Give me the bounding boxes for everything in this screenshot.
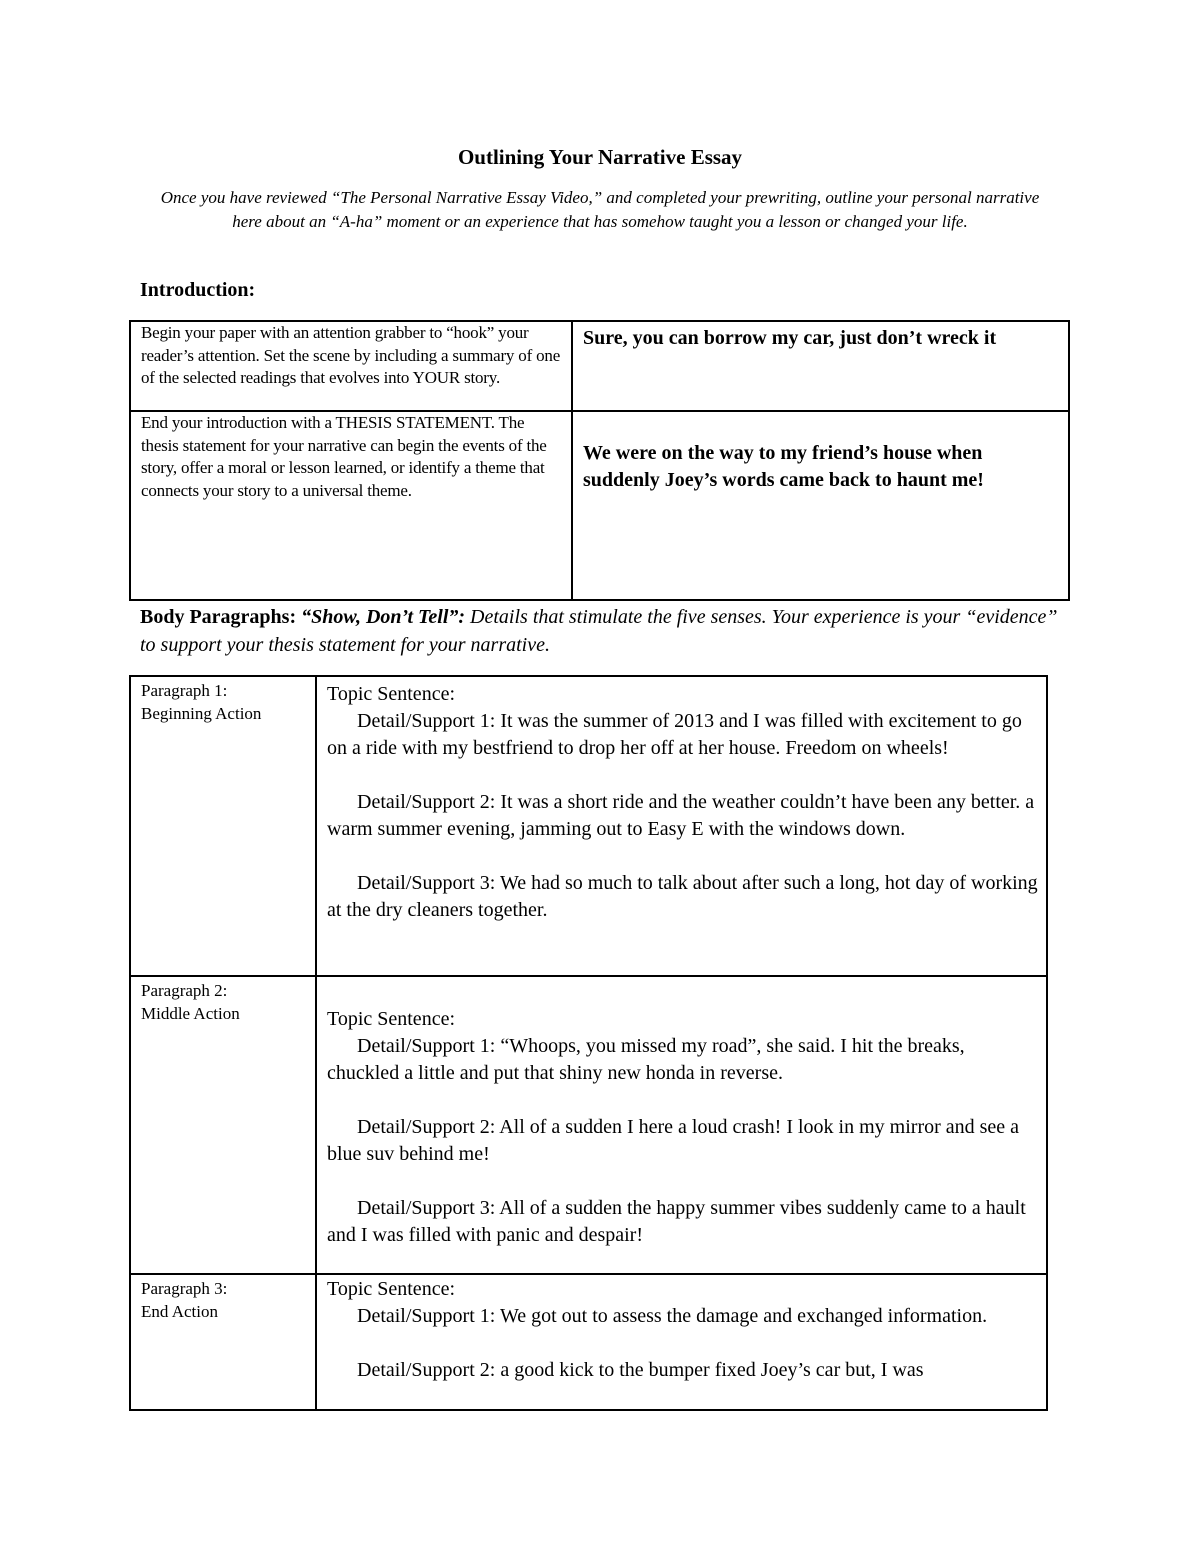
- paragraph-label: [131, 1275, 317, 1409]
- paragraph-label: [131, 677, 317, 975]
- body-paragraphs-table: [129, 675, 1048, 1411]
- body-heading-label: Body Paragraphs:: [140, 606, 297, 628]
- topic-sentence: Topic Sentence:: [327, 1008, 455, 1030]
- thesis-answer[interactable]: We were on the way to my friend’s house when suddenly Joey’s words came back to haunt me!: [583, 442, 984, 491]
- topic-sentence: Topic Sentence:: [327, 1278, 455, 1300]
- detail-support-1: Detail/Support 1: It was the summer of 2013 and I was filled with excitement to go on a ride with my bestfriend to drop her off at her house. Freedom on wheels!: [327, 710, 1022, 759]
- introduction-heading: Introduction:: [140, 279, 256, 301]
- hook-prompt: Begin your paper with an attention grabber to “hook” your reader’s attention. Set the scene by including a summary of one of the selected readings that evolves into YOUR story.: [131, 322, 573, 410]
- paragraph-content[interactable]: [317, 1275, 1046, 1409]
- detail-support-2: Detail/Support 2: All of a sudden I here a loud crash! I look in my mirror and see a blue suv behind me!: [327, 1116, 1020, 1165]
- body-paragraphs-heading: [140, 603, 1060, 659]
- introduction-table: [129, 320, 1070, 601]
- paragraph-stage: End Action: [141, 1302, 218, 1321]
- paragraph-stage: Middle Action: [141, 1004, 240, 1023]
- paragraph-content[interactable]: [317, 977, 1046, 1273]
- paragraph-row-3: [131, 1275, 1046, 1409]
- body-heading-quote: “Show, Don’t Tell”:: [301, 606, 466, 628]
- page-title: Outlining Your Narrative Essay: [457, 145, 743, 169]
- detail-support-2: Detail/Support 2: a good kick to the bumper fixed Joey’s car but, I was: [357, 1359, 924, 1381]
- paragraph-number: Paragraph 1:: [141, 681, 228, 700]
- detail-support-1: Detail/Support 1: We got out to assess the damage and exchanged information.: [357, 1305, 988, 1327]
- paragraph-stage: Beginning Action: [141, 704, 262, 723]
- intro-row-thesis: [131, 412, 1068, 599]
- detail-support-3: Detail/Support 3: All of a sudden the happy summer vibes suddenly came to a hault and I was filled with panic and despair!: [327, 1197, 1026, 1246]
- thesis-prompt: End your introduction with a THESIS STATEMENT. The thesis statement for your narrative can begin the events of the story, offer a moral or lesson learned, or identify a theme that connects your story to a universal theme.: [131, 412, 573, 599]
- hook-answer[interactable]: Sure, you can borrow my car, just don’t wreck it: [583, 327, 997, 349]
- detail-support-1: Detail/Support 1: “Whoops, you missed my road”, she said. I hit the breaks, chuckled a little and put that shiny new honda in reverse.: [327, 1035, 965, 1084]
- detail-support-2: Detail/Support 2: It was a short ride and the weather couldn’t have been any better. a warm summer evening, jamming out to Easy E with the windows down.: [327, 791, 1035, 840]
- body-heading-description: Details that stimulate the five senses. Your experience is your “evidence” to support your thesis statement for your narrative.: [140, 606, 1058, 656]
- intro-row-hook: [131, 322, 1068, 412]
- paragraph-content[interactable]: [317, 677, 1046, 975]
- paragraph-row-1: [131, 677, 1046, 977]
- paragraph-label: [131, 977, 317, 1273]
- topic-sentence: Topic Sentence:: [327, 683, 455, 705]
- paragraph-number: Paragraph 3:: [141, 1279, 228, 1298]
- paragraph-row-2: [131, 977, 1046, 1275]
- instructions-text: Once you have reviewed “The Personal Narrative Essay Video,” and completed your prewriting, outline your personal narrative here about an “A-ha” moment or an experience that has somehow taught you a lesson or changed your life.: [160, 188, 1040, 231]
- detail-support-3: Detail/Support 3: We had so much to talk about after such a long, hot day of working at the dry cleaners together.: [327, 872, 1038, 921]
- paragraph-number: Paragraph 2:: [141, 981, 228, 1000]
